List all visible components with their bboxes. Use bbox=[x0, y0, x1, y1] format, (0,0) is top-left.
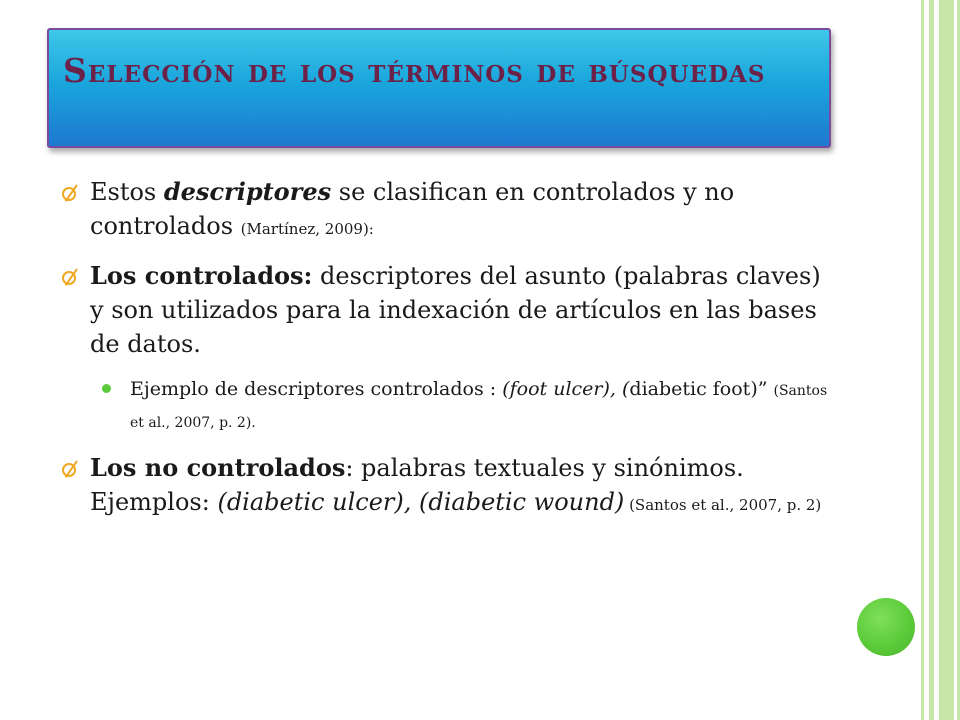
green-circle-decoration bbox=[857, 598, 915, 656]
bullet-no-controlados bbox=[58, 451, 838, 522]
slide-title: Selección de los términos de búsquedas bbox=[63, 51, 766, 90]
strong-text: Los no controlados bbox=[90, 453, 346, 482]
bullet-icon bbox=[62, 271, 76, 285]
bullet-icon bbox=[62, 187, 76, 201]
text: Ejemplo de descriptores controlados : bbox=[130, 378, 503, 400]
stripe bbox=[921, 0, 924, 720]
title-box bbox=[47, 28, 831, 148]
citation: (Martínez, 2009): bbox=[240, 220, 374, 238]
emphasis: descriptores bbox=[163, 177, 332, 206]
sub-bullet-icon bbox=[102, 384, 111, 393]
bullet-controlados bbox=[58, 259, 838, 361]
citation: (Santos et al., 2007, p. 2). bbox=[130, 383, 828, 431]
stripe bbox=[929, 0, 934, 720]
text: : palabras textuales y sinónimos. Ejemplos: bbox=[90, 454, 744, 516]
text: diabetic foot)” bbox=[629, 378, 774, 400]
text: se clasifican en controlados y no controlados bbox=[90, 178, 735, 240]
emphasis: (diabetic ulcer), (diabetic wound) bbox=[217, 488, 625, 516]
slide-content bbox=[58, 175, 838, 535]
text: descriptores del asunto (palabras claves) y son utilizados para la indexación de artículos en las bases de datos. bbox=[90, 262, 821, 358]
citation: (Santos et al., 2007, p. 2) bbox=[624, 496, 822, 514]
stripe bbox=[939, 0, 954, 720]
bullet-icon bbox=[62, 463, 76, 477]
sub-bullet-example bbox=[58, 374, 838, 438]
strong-text: Los controlados: bbox=[90, 261, 313, 290]
bullet-descriptores bbox=[58, 175, 838, 246]
decorative-stripes bbox=[914, 0, 960, 720]
text: Estos bbox=[90, 178, 164, 206]
emphasis: (foot ulcer), ( bbox=[502, 378, 630, 400]
